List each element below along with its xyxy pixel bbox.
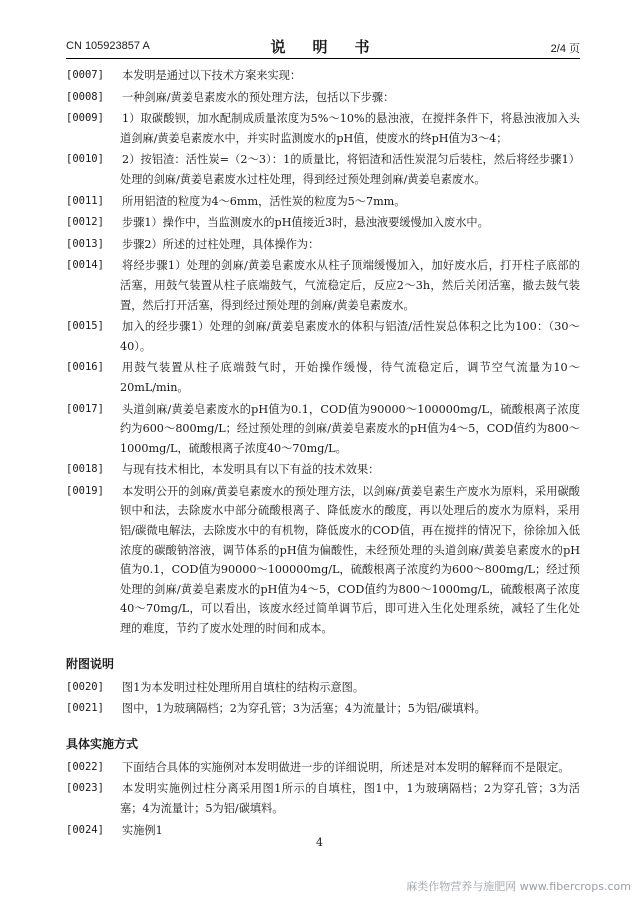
paragraph-text: 本发明实施例过柱分离采用图1所示的自填柱，图1中，1为玻璃隔档；2为穿孔管；3为活塞；4为流量计；5为铝/碳填料。 bbox=[120, 782, 580, 815]
paragraph-number: [0014] bbox=[66, 259, 104, 272]
document-title: 说 明 书 bbox=[270, 38, 376, 56]
paragraph-text: 一种剑麻/黄姜皂素废水的预处理方法，包括以下步骤： bbox=[122, 90, 395, 104]
paragraph bbox=[66, 317, 580, 356]
paragraph bbox=[66, 779, 580, 818]
paragraph-text: 用鼓气装置从柱子底端鼓气时，开始操作缓慢，待气流稳定后，调节空气流量为10～20mL/min。 bbox=[120, 361, 580, 394]
paragraph-text: 图中，1为玻璃隔档；2为穿孔管；3为活塞；4为流量计；5为铝/碳填料。 bbox=[122, 702, 486, 716]
paragraph bbox=[66, 482, 580, 639]
paragraph-number: [0019] bbox=[66, 484, 104, 497]
paragraph bbox=[66, 460, 580, 480]
paragraph-number: [0011] bbox=[66, 194, 104, 207]
paragraph bbox=[66, 256, 580, 315]
paragraph-text: 头道剑麻/黄姜皂素废水的pH值为0.1，COD值为90000～100000mg/L，硫酸根离子浓度约为600～800mg/L；经过预处理的剑麻/黄姜皂素废水的pH值为4～5，COD值约为800～1000mg/L，硫酸根离子浓度40～70mg/L。 bbox=[120, 402, 580, 455]
paragraph-number: [0012] bbox=[66, 216, 104, 229]
section-heading-embodiments: 具体实施方式 bbox=[66, 736, 139, 751]
paragraph-number: [0009] bbox=[66, 112, 104, 125]
page-info: 2/4 页 bbox=[550, 43, 580, 55]
paragraph-number: [0013] bbox=[66, 237, 104, 250]
watermark-text: 麻类作物营养与施肥网 www.fibercrops.com bbox=[406, 880, 631, 893]
paragraph bbox=[66, 400, 580, 459]
publication-number: CN 105923857 A bbox=[66, 40, 150, 52]
paragraph-number: [0017] bbox=[66, 402, 104, 415]
paragraph bbox=[66, 192, 580, 212]
paragraph-text: 图1为本发明过柱处理所用自填柱的结构示意图。 bbox=[122, 680, 365, 694]
paragraph-text: 实施例1 bbox=[122, 823, 163, 837]
paragraph-text: 加入的经步骤1）处理的剑麻/黄姜皂素废水的体积与铝渣/活性炭总体积之比为100：（30～40）。 bbox=[120, 320, 580, 353]
paragraph-group-summary bbox=[66, 66, 580, 639]
paragraph-number: [0020] bbox=[66, 680, 104, 693]
paragraph-number: [0024] bbox=[66, 823, 104, 836]
paragraph-text: 与现有技术相比，本发明具有以下有益的技术效果： bbox=[122, 463, 380, 477]
paragraph-text: 本发明是通过以下技术方案来实现： bbox=[122, 69, 302, 82]
paragraph-text: 步骤2）所述的过柱处理，具体操作为： bbox=[122, 237, 320, 251]
paragraph bbox=[66, 358, 580, 397]
paragraph-text: 2）按铝渣：活性炭=（2～3）：1的质量比，将铝渣和活性炭混匀后装柱，然后将经步骤1）处理的剑麻/黄姜皂素废水过柱处理，得到经过预处理剑麻/黄姜皂素废水。 bbox=[120, 153, 580, 186]
paragraph bbox=[66, 213, 580, 233]
paragraph-number: [0022] bbox=[66, 760, 104, 773]
paragraph bbox=[66, 66, 580, 86]
paragraph-text: 步骤1）操作中，当监测废水的pH值接近3时，悬浊液要缓慢加入废水中。 bbox=[122, 216, 489, 230]
paragraph bbox=[66, 758, 580, 778]
paragraph-number: [0010] bbox=[66, 153, 104, 166]
paragraph-text: 所用铝渣的粒度为4～6mm，活性炭的粒度为5～7mm。 bbox=[122, 194, 406, 208]
paragraph bbox=[66, 109, 580, 148]
paragraph-number: [0018] bbox=[66, 463, 104, 476]
page-header bbox=[66, 36, 580, 59]
paragraph-text: 将经步骤1）处理的剑麻/黄姜皂素废水从柱子顶端缓慢加入，加好废水后，打开柱子底部的活塞，用鼓气装置从柱子底端鼓气，气流稳定后，反应2～3h，然后关闭活塞，撤去鼓气装置，然后打开活塞，得到经过预处理的剑麻/黄姜皂素废水。 bbox=[120, 259, 580, 312]
paragraph bbox=[66, 88, 580, 108]
paragraph-number: [0023] bbox=[66, 782, 104, 795]
paragraph-number: [0007] bbox=[66, 69, 104, 81]
paragraph bbox=[66, 235, 580, 255]
page-number: 4 bbox=[316, 836, 323, 849]
paragraph bbox=[66, 678, 580, 698]
paragraph-text: 1）取碳酸钡，加水配制成质量浓度为5%～10%的悬浊液，在搅拌条件下，将悬浊液加入头道剑麻/黄姜皂素废水中，并实时监测废水的pH值，使废水的终pH值为3～4； bbox=[120, 112, 580, 145]
section-heading-figures: 附图说明 bbox=[66, 656, 115, 671]
paragraph bbox=[66, 699, 580, 719]
paragraph-number: [0015] bbox=[66, 320, 104, 333]
paragraph-group-figures bbox=[66, 678, 580, 719]
paragraph bbox=[66, 150, 580, 189]
document-body bbox=[66, 66, 580, 842]
paragraph-text: 下面结合具体的实施例对本发明做进一步的详细说明，所述是对本发明的解释而不是限定。 bbox=[122, 760, 570, 774]
paragraph-number: [0016] bbox=[66, 361, 104, 374]
paragraph-number: [0008] bbox=[66, 90, 104, 103]
paragraph-text: 本发明公开的剑麻/黄姜皂素废水的预处理方法，以剑麻/黄姜皂素生产废水为原料，采用碳酸钡中和法，去除废水中部分硫酸根离子、降低废水的酸度，再以处理后的废水为原料，采用铝/碳微电解法，去除废水中的有机物，降低废水的COD值，再在搅拌的情况下，徐徐加入低浓度的碳酸钠溶液，调节体系的pH值为偏酸性，未经预处理的头道剑麻/黄姜皂素废水的pH值为0.1，COD值为90000～100000mg/L，硫酸根离子浓度约为600～800mg/L；经过预处理的剑麻/黄姜皂素废水的pH值为4～5，COD值约为800～1000mg/L，硫酸根离子浓度40～70mg/L，可以看出，该废水经过简单调节后，即可进入生化处理系统，减轻了生化处理的难度，节约了废水处理的时间和成本。 bbox=[120, 484, 580, 636]
paragraph-number: [0021] bbox=[66, 702, 104, 715]
paragraph-group-embodiments bbox=[66, 758, 580, 840]
